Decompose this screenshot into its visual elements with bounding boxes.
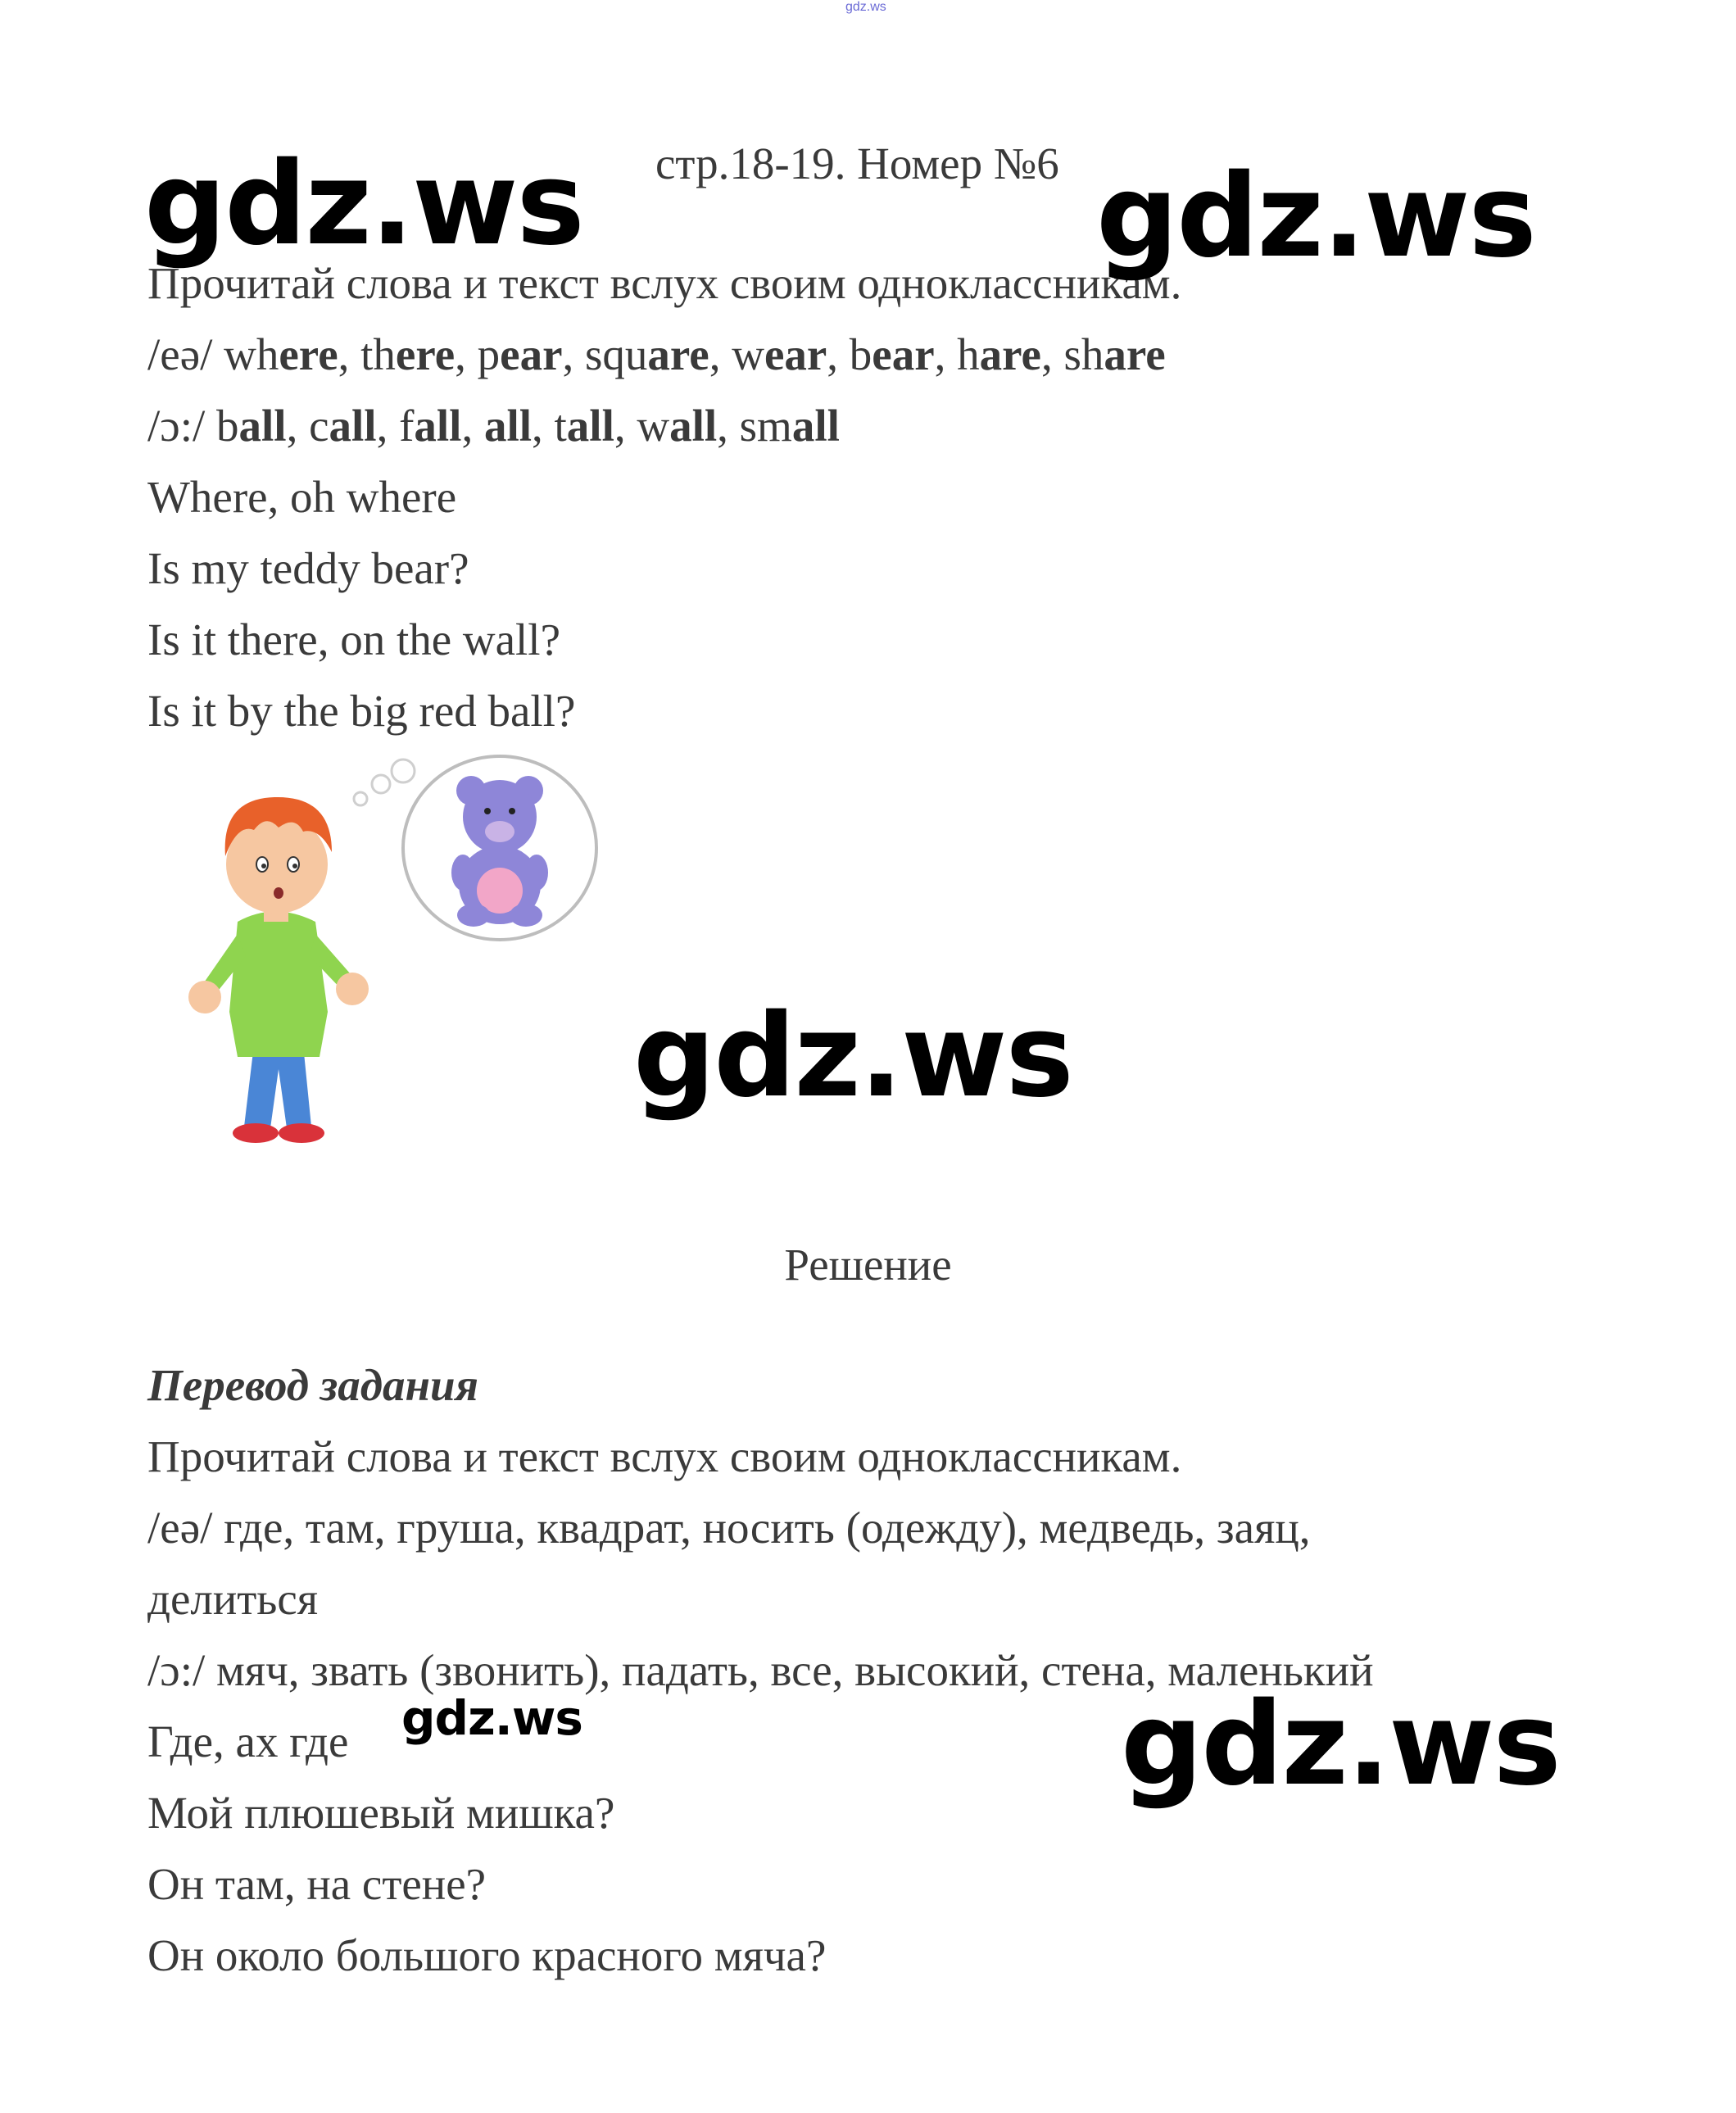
phoneme-symbol: /eə/ [147,329,224,379]
watermark-logo: gdz.ws [633,990,1072,1123]
phoneme-word [399,401,461,451]
task-instruction: Прочитай слова и текст вслух своим одноклассникам. [147,258,1182,308]
phoneme-word [360,329,455,379]
poem-line-4: Is it by the big red ball? [147,686,576,736]
phoneme-row-o: /ɔ:/ ball, call, fall, all, tall, wall, small [147,401,840,451]
poem-line-3: Is it there, on the wall? [147,614,560,664]
top-watermark: gdz.ws [845,0,886,14]
phoneme-word [484,401,532,451]
word-prefix: sh [1063,329,1104,379]
phoneme-word [216,401,287,451]
boy-thinking-of-teddy-bear-illustration [180,741,606,1168]
word-bold-ending: all [414,401,462,451]
phoneme-word [740,401,840,451]
poem-line-2: Is my teddy bear? [147,543,469,593]
translation-poem-line-3: Он там, на стене? [147,1859,487,1909]
translation-row-ea-1: /eə/ где, там, груша, квадрат, носить (одежду), медведь, заяц, [147,1503,1311,1553]
word-bold-ending: ere [395,329,456,379]
word-bold-ending: are [979,329,1041,379]
watermark-logo: gdz.ws [1121,1678,1560,1811]
word-prefix: f [399,401,415,451]
word-bold-ending: ear [500,329,563,379]
translation-row-ea-2: делиться [147,1574,319,1624]
word-bold-ending: ear [764,329,827,379]
translation-poem-line-4: Он около большого красного мяча? [147,1930,827,1980]
phoneme-word [850,329,935,379]
word-prefix: h [957,329,980,379]
word-bold-ending: are [1104,329,1166,379]
word-bold-ending: ere [279,329,338,379]
word-prefix: wh [224,329,279,379]
phoneme-word [957,329,1041,379]
word-bold-ending: all [791,401,840,451]
word-prefix: b [216,401,239,451]
translation-poem-line-1: Где, ах где [147,1716,349,1766]
word-prefix: w [732,329,764,379]
word-bold-ending: all [483,401,533,451]
word-prefix: b [849,329,873,379]
phoneme-word [637,401,717,451]
watermark-logo: gdz.ws [144,138,583,271]
word-bold-ending: are [647,329,709,379]
boy-icon [188,797,369,1143]
word-prefix: th [360,329,396,379]
word-bold-ending: all [566,401,614,451]
translation-heading: Перевод задания [147,1360,478,1410]
phoneme-word [555,401,614,451]
word-bold-ending: all [669,401,718,451]
word-bold-ending: all [238,401,287,451]
phoneme-row-ea: /eə/ where, there, pear, square, wear, bear, hare, share [147,329,1166,379]
word-prefix: p [477,329,501,379]
poem-line-1: Where, oh where [147,472,457,522]
page-title: стр.18-19. Номер №6 [655,138,1059,188]
translation-instruction: Прочитай слова и текст вслух своим одноклассникам. [147,1431,1182,1481]
watermark-logo: gdz.ws [1096,150,1535,283]
phoneme-word [1063,329,1165,379]
word-bold-ending: all [329,401,377,451]
phoneme-word [309,401,376,451]
word-prefix: c [309,401,329,451]
translation-poem-line-2: Мой плюшевый мишка? [147,1788,615,1838]
solution-heading: Решение [784,1240,952,1290]
translation-row-o: /ɔ:/ мяч, звать (звонить), падать, все, высокий, стена, маленький [147,1645,1374,1695]
word-prefix: w [637,401,670,451]
watermark-logo: gdz.ws [401,1690,582,1746]
word-prefix: sm [739,401,792,451]
phoneme-word [478,329,563,379]
word-prefix: squ [584,329,648,379]
word-bold-ending: ear [872,329,935,379]
phoneme-word [585,329,709,379]
phoneme-word [224,329,338,379]
phoneme-symbol: /ɔ:/ [147,401,217,451]
word-prefix: t [554,401,567,451]
phoneme-word [732,329,827,379]
